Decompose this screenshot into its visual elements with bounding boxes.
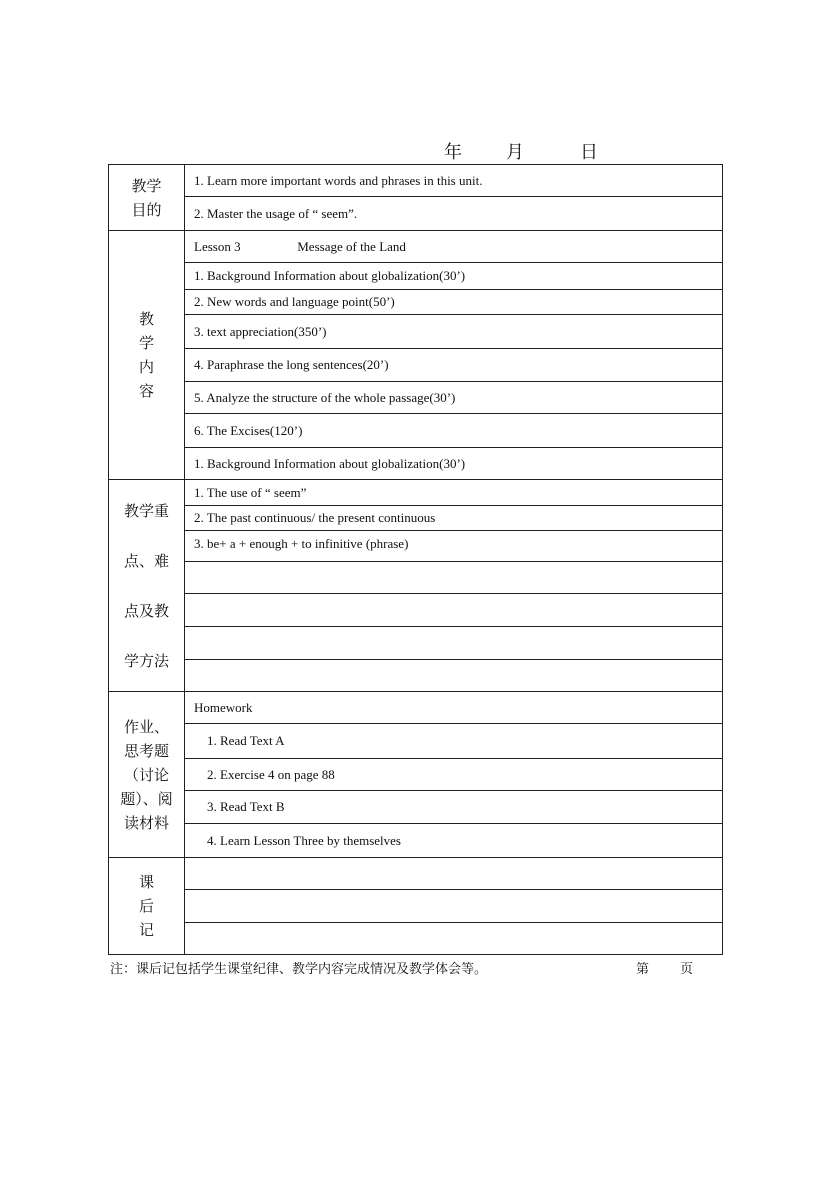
label-line: 教 [138,310,154,328]
content-label [109,231,185,480]
reflection-row [185,858,723,890]
key-point-row: 1. The use of “ seem” [185,480,723,506]
content-row: 4. Paraphrase the long sentences(20’) [185,349,723,382]
homework-row: 1. Read Text A [185,724,723,759]
homework-label [109,692,185,858]
label-line: 思考题 [123,741,169,760]
label-line: 教学 [131,176,162,195]
footer-note: 注：课后记包括学生课堂纪律、教学内容完成情况及教学体会等。 [110,962,488,977]
content-row: 1. Background Information about globalization(30’) [185,263,723,290]
reflection-row [185,923,723,955]
date-year: 年 [444,142,462,163]
label-line: 学方法 [123,651,169,670]
content-row: 5. Analyze the structure of the whole passage(30’) [185,382,723,414]
date-month: 月 [506,142,524,163]
key-point-row: 3. be+ a + enough + to infinitive (phrase) [185,531,723,562]
key-point-row [185,562,723,594]
label-line: 内 [138,358,154,376]
page-suffix: 页 [680,962,694,977]
label-line: 课 [138,873,154,891]
label-line: 教学重 [123,501,169,520]
homework-row: 4. Learn Lesson Three by themselves [185,824,723,858]
key-points-label [109,480,185,692]
content-row: 1. Background Information about globalization(30’) [185,448,723,480]
homework-row: 2. Exercise 4 on page 88 [185,759,723,791]
page-prefix: 第 [636,962,650,977]
lesson-title: Message of the Land [297,238,406,254]
homework-heading: Homework [185,692,723,724]
reflection-label [109,858,185,955]
label-line: 点、难 [123,551,169,570]
label-line: （讨论 [123,765,169,784]
label-line: 记 [138,921,154,939]
label-line: 读材料 [123,813,169,832]
objective-row: 2. Master the usage of “ seem”. [185,197,723,231]
lesson-number: Lesson 3 [194,238,241,254]
objective-row: 1. Learn more important words and phrases in this unit. [185,165,723,197]
label-line: 点及教 [123,601,169,620]
label-line: 作业、 [123,717,169,736]
lesson-plan-table [108,164,723,955]
content-row: 3. text appreciation(350’) [185,315,723,349]
label-line: 容 [138,382,154,400]
date-day: 日 [580,142,598,163]
key-point-row [185,627,723,660]
label-line: 学 [138,334,154,352]
label-line: 目的 [131,200,162,219]
content-row: 6. The Excises(120’) [185,414,723,448]
reflection-row [185,890,723,923]
key-point-row [185,660,723,692]
homework-row: 3. Read Text B [185,791,723,824]
objectives-label [109,165,185,231]
label-line: 题）、阅 [120,789,173,808]
content-row: 2. New words and language point(50’) [185,290,723,315]
key-point-row: 2. The past continuous/ the present continuous [185,506,723,531]
lesson-heading [185,231,723,263]
label-line: 后 [138,897,154,915]
key-point-row [185,594,723,627]
